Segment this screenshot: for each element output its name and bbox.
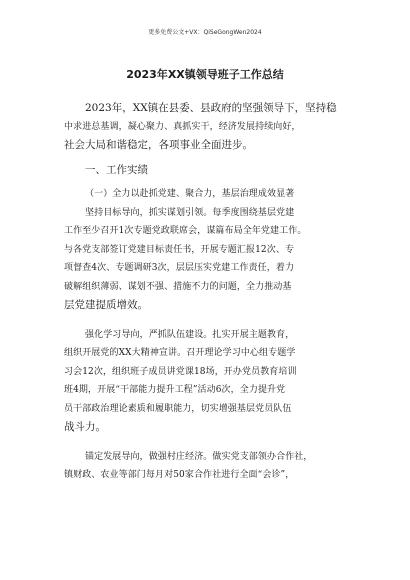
text-line: 一、工作实绩: [85, 163, 148, 176]
paragraph-3: [64, 448, 359, 485]
text-line: 与各党支部签订党建目标责任书，开展专题汇报12次、专: [64, 244, 295, 255]
text-line: 镇财政、农业等部门每月对50家合作社进行全面“会诊”，: [64, 470, 295, 480]
text-line: 社会大局和谐稳定，各项事业全面进步。: [64, 139, 253, 151]
text-line: 员干部政治理论素质和履职能力，切实增强基层党员队伍: [64, 403, 292, 414]
text-line: 锚定发展导向，做强村庄经济。做实党支部领办合作社，: [85, 451, 313, 462]
document-body: [64, 99, 359, 485]
paragraph-intro: [64, 99, 359, 155]
text-line: 中求进总基调，凝心聚力、真抓实干，经济发展持续向好，: [64, 121, 301, 132]
text-line: 层党建提质增效。: [64, 299, 148, 311]
subsection-heading: [64, 185, 359, 204]
paragraph-2: [64, 326, 359, 437]
text-line: 班4期，开展“干部能力提升工程”活动6次，全力提升党: [64, 385, 286, 395]
text-line: 战斗力。: [64, 421, 106, 433]
section-heading: [64, 161, 359, 180]
text-line: 2023年，XX镇在县委、县政府的坚强领导下，坚持稳: [85, 102, 337, 114]
text-line: （一）全力以赴抓党建、聚合力，基层治理成效显著: [85, 189, 295, 199]
text-line: 组织开展党的XX大精神宣讲。召开理论学习中心组专题学: [64, 348, 296, 358]
document-title: 2023年XX镇领导班子工作总结: [126, 68, 284, 81]
header-note: 更多免费公文+VX：QiSeGongWen2024: [148, 29, 262, 36]
text-line: 项督查4次、专题调研3次，层层压实党建工作责任，着力: [64, 263, 295, 273]
text-line: 坚持目标导向，抓实谋划引领。每季度围绕基层党建: [85, 207, 295, 218]
paragraph-1: [64, 204, 359, 315]
text-line: 强化学习导向，严抓队伍建设。扎实开展主题教育，: [85, 329, 295, 340]
text-line: 破解组织薄弱、谋划不强、措施不力的问题，全力推动基: [64, 281, 292, 292]
text-line: 习会12次，组织班子成员讲党课18场，开办党员教育培训: [64, 366, 297, 377]
text-line: 工作至少召开1次专题党政联席会，谋篇布局全年党建工作。: [64, 226, 307, 236]
